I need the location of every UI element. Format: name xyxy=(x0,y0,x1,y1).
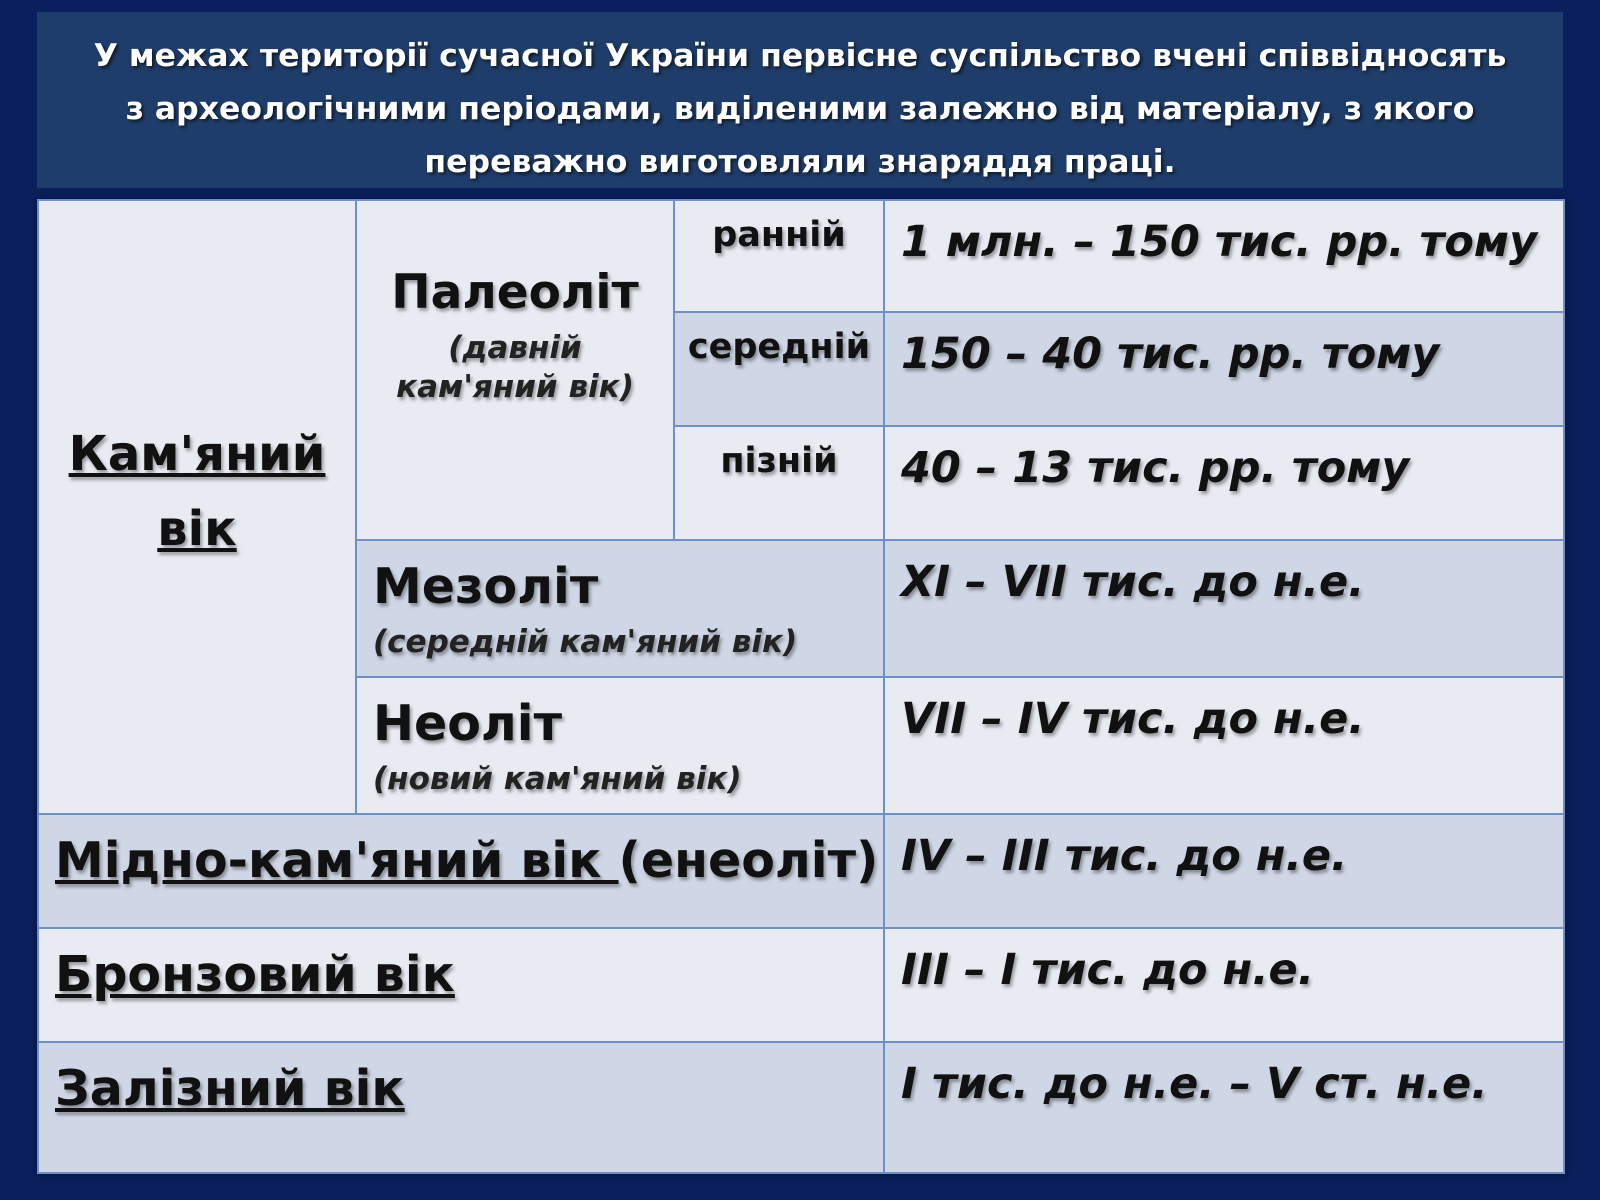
subperiod-early-label: ранній xyxy=(674,200,884,312)
subperiod-late-dates: 40 – 13 тис. рр. тому xyxy=(884,426,1564,540)
paleolithic-name: Палеоліт xyxy=(391,265,639,320)
neolithic-sub: (новий кам'яний вік) xyxy=(373,761,742,797)
stone-age-line-1: Кам'яний xyxy=(68,426,326,482)
iron-age-cell xyxy=(38,1042,884,1173)
neolithic-name: Неоліт xyxy=(373,695,562,752)
slide-header xyxy=(37,12,1563,188)
header-line-2: з археологічними періодами, виділеними залежно від матеріалу, з якого xyxy=(125,91,1475,127)
eneolithic-name-rest: (енеоліт) xyxy=(618,832,879,889)
subperiod-late-label: пізній xyxy=(674,426,884,540)
subperiod-middle-label: середній xyxy=(674,312,884,426)
bronze-age-name: Бронзовий вік xyxy=(55,946,455,1003)
archaeological-periods-table xyxy=(37,199,1565,1174)
neolithic-dates: VII – IV тис. до н.е. xyxy=(884,677,1564,814)
subperiod-middle-dates: 150 – 40 тис. рр. тому xyxy=(884,312,1564,426)
bronze-age-dates: III – I тис. до н.е. xyxy=(884,928,1564,1042)
header-line-1: У межах території сучасної України первісне суспільство вчені співвідносять xyxy=(93,38,1507,74)
stone-age-line-2: вік xyxy=(157,501,237,557)
eneolithic-cell xyxy=(38,814,884,928)
mesolithic-cell xyxy=(356,540,884,677)
bronze-age-cell xyxy=(38,928,884,1042)
neolithic-cell xyxy=(356,677,884,814)
mesolithic-dates: XI – VII тис. до н.е. xyxy=(884,540,1564,677)
paleolithic-sub-line-1: (давній xyxy=(448,330,582,366)
stone-age-label xyxy=(69,417,326,567)
iron-age-name: Залізний вік xyxy=(55,1060,405,1117)
mesolithic-sub: (середній кам'яний вік) xyxy=(373,624,798,660)
mesolithic-name: Мезоліт xyxy=(373,558,599,615)
iron-age-dates: I тис. до н.е. – V ст. н.е. xyxy=(884,1042,1564,1173)
stone-age-cell xyxy=(38,200,356,814)
subperiod-early-dates: 1 млн. – 150 тис. рр. тому xyxy=(884,200,1564,312)
header-line-3: переважно виготовляли знаряддя праці. xyxy=(424,144,1176,180)
paleolithic-cell xyxy=(356,200,674,540)
paleolithic-sub-line-2: кам'яний вік) xyxy=(396,369,634,405)
eneolithic-dates: IV – III тис. до н.е. xyxy=(884,814,1564,928)
eneolithic-name-underlined: Мідно-кам'яний вік xyxy=(55,832,619,889)
